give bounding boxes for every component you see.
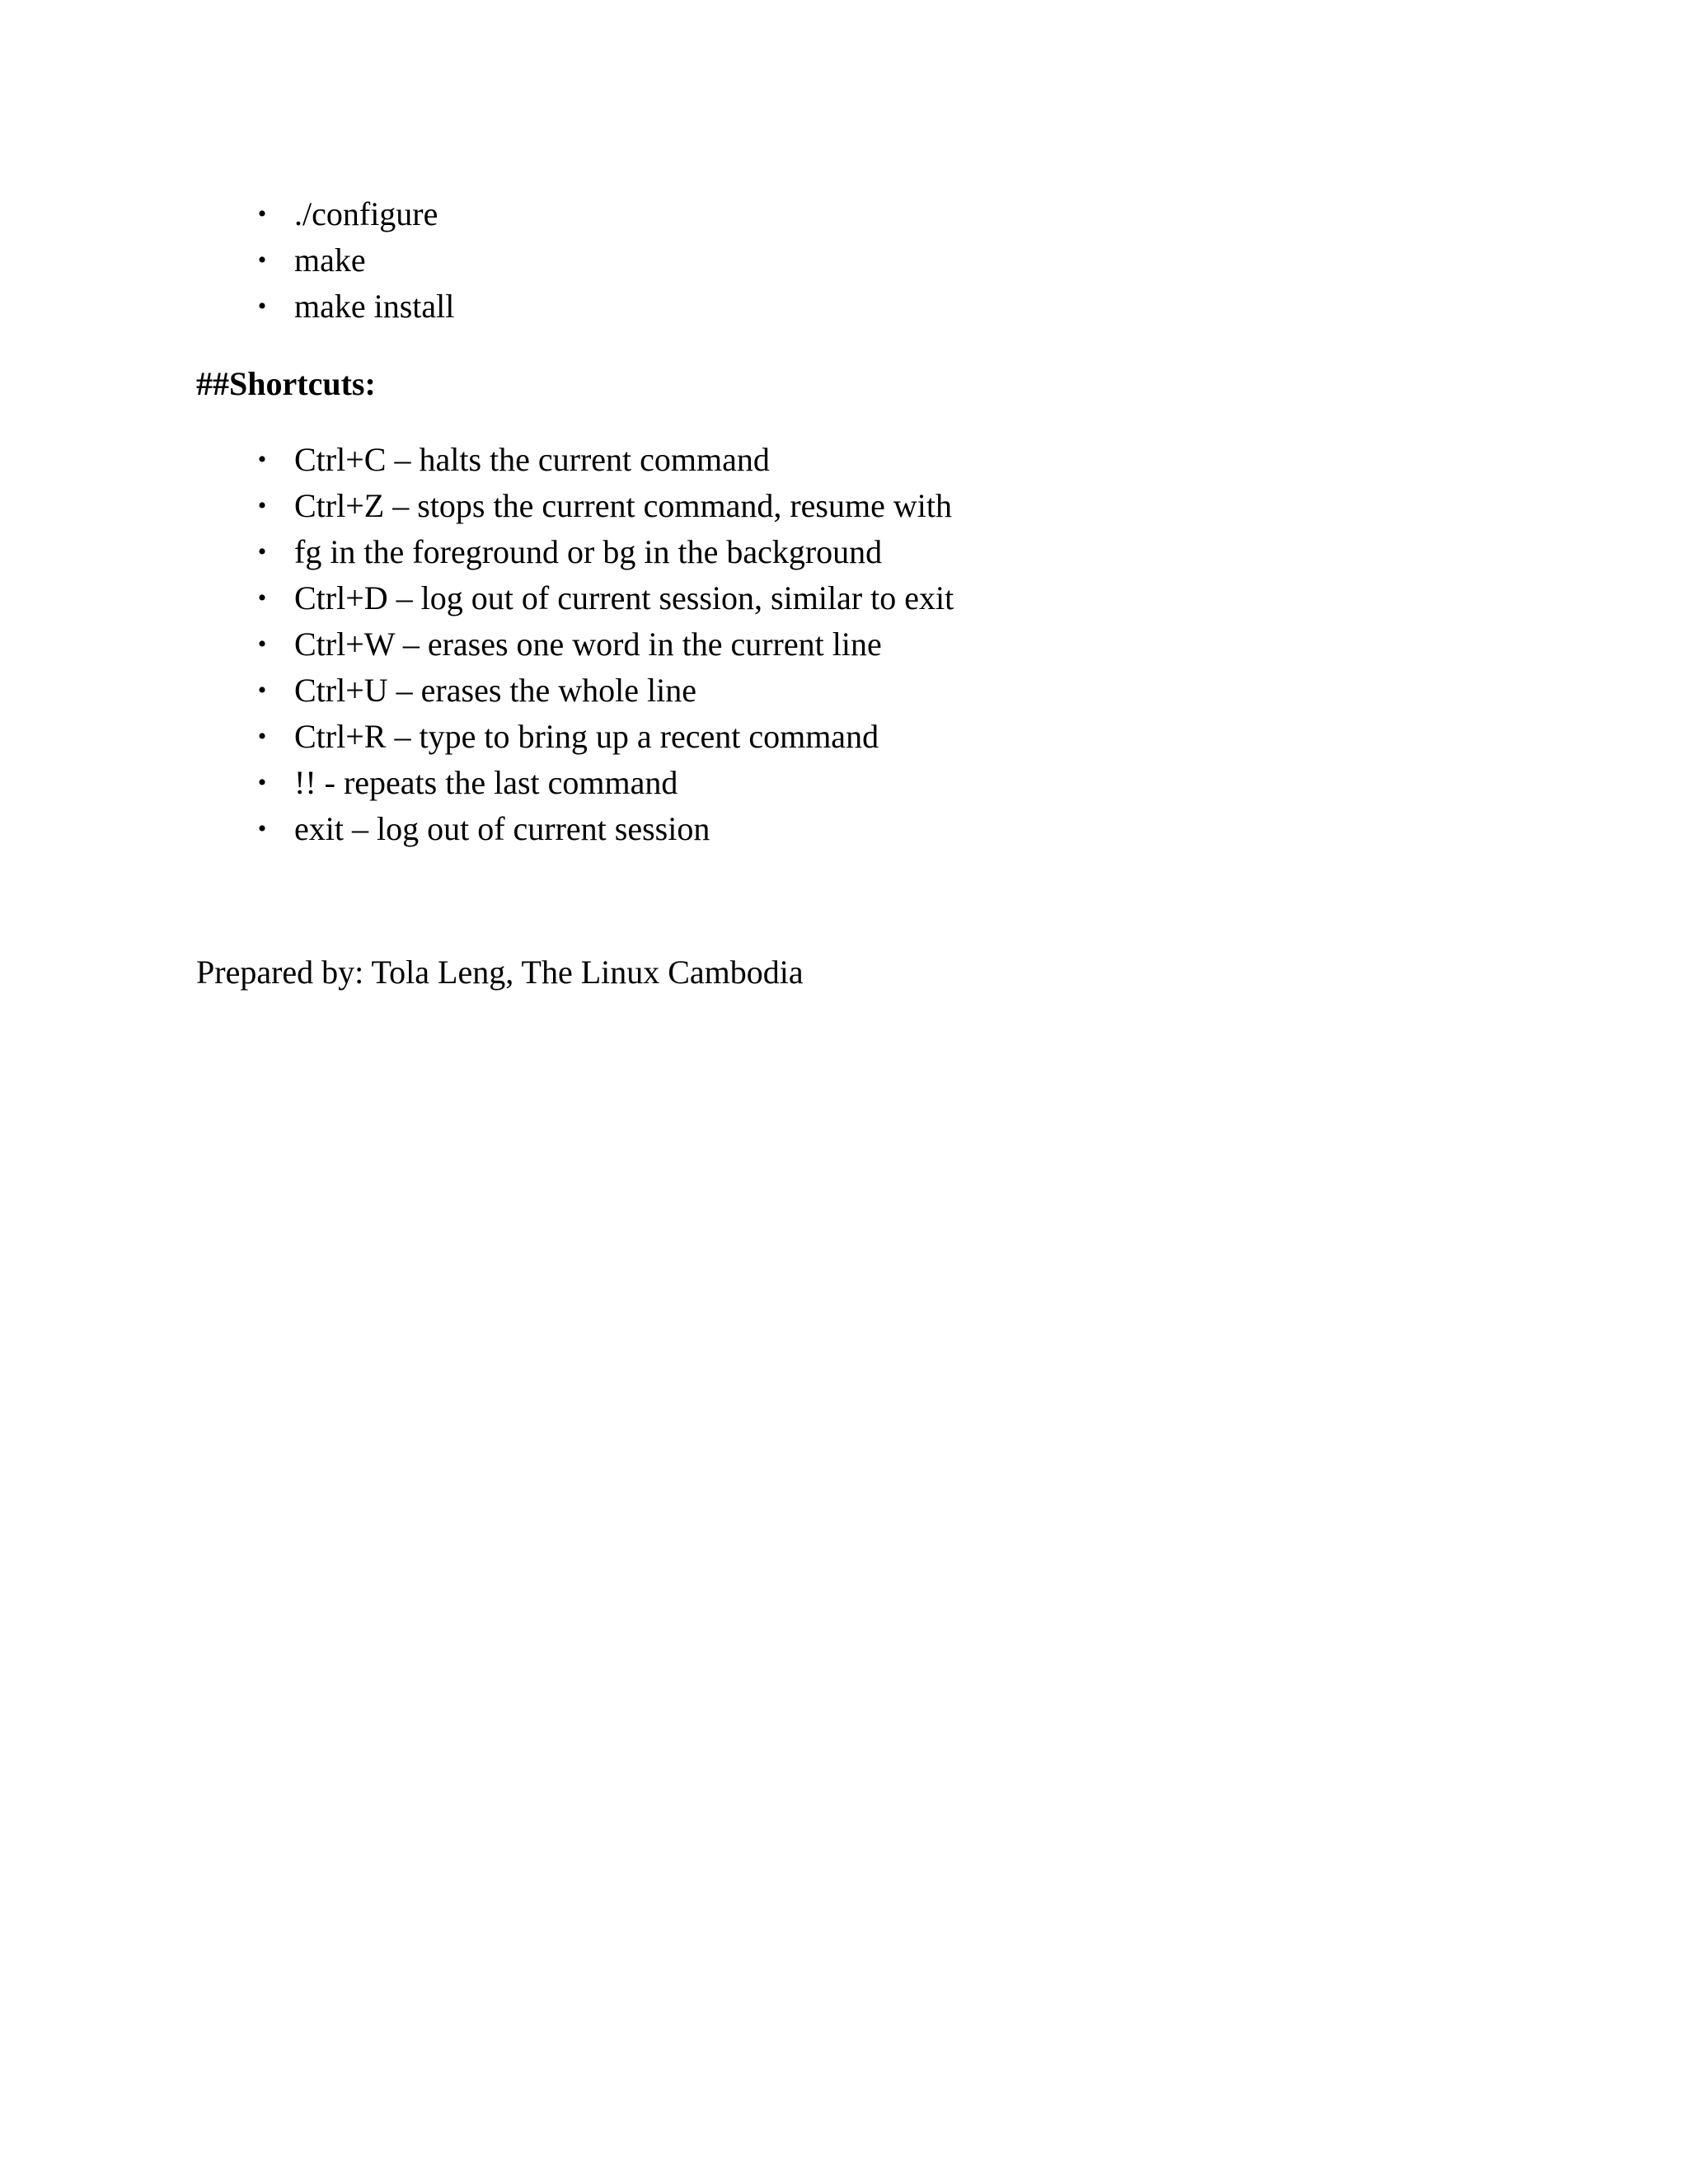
bullet-icon: • — [257, 492, 267, 519]
list-item-text: Ctrl+U – erases the whole line — [294, 672, 696, 709]
list-item-text: Ctrl+R – type to bring up a recent command — [294, 718, 879, 755]
bullet-icon: • — [257, 630, 267, 658]
list-item-text: Ctrl+W – erases one word in the current line — [294, 626, 882, 663]
bullet-icon: • — [257, 538, 267, 565]
list-item-text: ./configure — [294, 195, 438, 232]
bullet-icon: • — [257, 815, 267, 842]
bullet-icon: • — [257, 293, 267, 320]
shortcuts-heading: ##Shortcuts: — [196, 365, 376, 402]
bullet-icon: • — [257, 677, 267, 704]
list-item-text: Ctrl+D – log out of current session, similar to exit — [294, 579, 954, 616]
list-item-text: Ctrl+C – halts the current command — [294, 441, 770, 478]
bullet-icon: • — [257, 769, 267, 796]
list-item-text: make install — [294, 288, 455, 325]
bullet-icon: • — [257, 584, 267, 612]
list-item-text: !! - repeats the last command — [294, 764, 678, 801]
list-item-text: fg in the foreground or bg in the background — [294, 533, 883, 570]
list-item-text: Ctrl+Z – stops the current command, resume with — [294, 487, 952, 524]
prepared-by-credit: Prepared by: Tola Leng, The Linux Cambodia — [196, 954, 804, 991]
bullet-icon: • — [257, 246, 267, 274]
list-item-text: make — [294, 241, 366, 279]
bullet-icon: • — [257, 723, 267, 750]
bullet-icon: • — [257, 446, 267, 473]
list-item-text: exit – log out of current session — [294, 810, 710, 847]
bullet-icon: • — [257, 200, 267, 227]
